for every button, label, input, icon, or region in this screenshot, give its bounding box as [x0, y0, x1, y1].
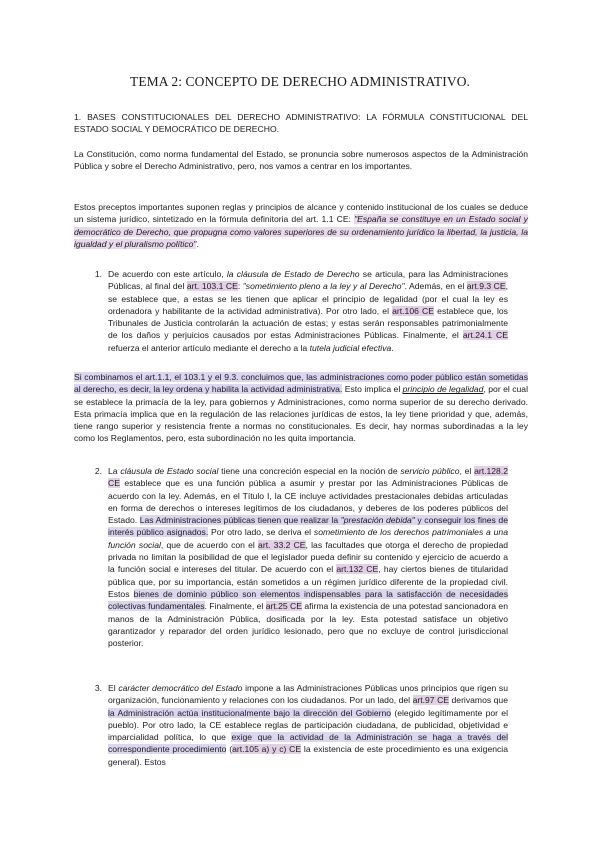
paragraph-text: . [196, 238, 199, 249]
section-heading: 1. BASES CONSTITUCIONALES DEL DERECHO ADMINISTRATIVO: LA FÓRMULA CONSTITUCIONAL DEL ESTADO SOCIAL Y DEMOCRÁTICO DE DERECHO. [74, 112, 528, 135]
list-text: , que de acuerdo con el [160, 539, 259, 550]
emphasis-text: servicio público [400, 466, 460, 476]
highlighted-text: la Administración actúa institucionalmente bajo la dirección del Gobierno [108, 707, 392, 718]
underlined-term: principio de legalidad [402, 384, 484, 395]
highlighted-text: Las Administraciones públicas tienen que realizar la [139, 515, 341, 526]
list-text: De acuerdo con este artículo, [108, 269, 227, 279]
article-reference: art.105 a) y c) CE [232, 744, 302, 755]
list-text: establece que es una función pública a asumir y prestar por las Administraciones Públicas de acuerdo con la ley. Además, en el Título I, la CE incluye actividades prestacionales debidas articuladas en forma de derechos o intereses legítimos de los ciudadanos, y deberes de los poderes públicos del Estado. [108, 478, 508, 526]
principles-paragraph [74, 201, 528, 250]
list-text: se articula, para las Administraciones Públicas, al final del [108, 269, 508, 292]
article-reference: art. 103.1 CE [186, 281, 238, 292]
list-item-democratico [108, 682, 508, 768]
article-reference: art.97 CE [412, 695, 450, 706]
list-text: afirma la existencia de una potestad sancionadora en manos de la Administración Pública, dosificada por la ley. Esta potestad satisface un objetivo garantizador y reparador del orden jurídico lesionado, pero que no excluye de control jurisdiccional posterior. [108, 601, 508, 649]
list-text: . [391, 342, 394, 353]
emphasis-text: cláusula de Estado social [120, 466, 219, 476]
quote-text: "sometimiento pleno a la ley y al Derecho" [242, 281, 405, 292]
list-text: : [237, 281, 243, 292]
article-reference: art.128.2 CE [108, 466, 508, 489]
list-number: 3. [94, 683, 102, 693]
paragraph-text: , por el cual se establece la primacía de la ley, para gobiernos y Administraciones, como norma superior de su derecho derivado. Esta primacía implica que en la regulación de las relaciones jurídicas de estos, la ley tiene prioridad y que, además, tiene rango superior y resistencia frente a normas no constitucionales. Es decir, hay normas subordinadas a la ley como los Reglamentos, pero, esta subordinación no les quita importancia. [74, 384, 528, 444]
list-text: establece que, los Tribunales de Justicia controlarán la actuación de estas; y estas serán responsables patrimonialmente de los daños y perjuicios causados por estas Administraciones Públicas. Finalmente, el [108, 305, 508, 341]
article-reference: art.106 CE [392, 305, 434, 316]
list-text: tiene una concreción especial en la noción de [218, 466, 401, 476]
article-reference: art.132 CE [336, 564, 379, 575]
list-text: la existencia de este procedimiento es una exigencia general). Estos [108, 744, 509, 767]
emphasis-text: carácter democrático del Estado [118, 683, 243, 693]
paragraph-text: Estos preceptos importantes suponen reglas y principios de alcance y contenido institucional de los cuales se deduce un sistema jurídico, sintetizado en la fórmula definitoria del art. 1.1 CE: [74, 202, 528, 225]
list-item-estado-de-derecho [108, 268, 508, 354]
list-text: , el [459, 466, 475, 476]
article-reference: art. 33.2 CE [258, 539, 306, 550]
list-text: Por otro lado, se deriva el [208, 527, 314, 538]
emphasis-text: la cláusula de Estado de Derecho [226, 269, 360, 279]
list-text: refuerza el anterior artículo mediante el derecho a la [108, 342, 310, 353]
highlighted-text: exige que la actividad de la Administración se haga a través del correspondiente procedimiento [108, 732, 509, 755]
list-text: . Además, en el [404, 281, 467, 292]
list-text: , se establece que, a estas se les tienen que aplicar el principio de legalidad (por el cual la ley es ordenadora y habilitante de la actividad administrativa). Por otro lado, el [108, 281, 508, 316]
article-reference: art.24.1 CE [462, 330, 508, 341]
highlighted-text: bienes de dominio público son elementos indispensables para la satisfacción de necesidades colectivas fundamentales [108, 588, 508, 612]
list-item-estado-social [108, 465, 508, 649]
list-text: impone a las Administraciones Públicas unos principios que rigen su organización, funcionamiento y relaciones con los ciudadanos. Por un lado, del [108, 683, 508, 706]
list-text: La [108, 466, 121, 476]
emphasis-text: tutela judicial efectiva [309, 342, 392, 353]
list-number: 1. [94, 269, 102, 279]
list-text: El [108, 683, 119, 693]
highlighted-text: Si combinamos el art.1.1, el 103.1 y el 9.3. concluimos que, las administraciones como poder público están sometidas al derecho, es decir, la ley ordena y habilita la actividad administrativa. [74, 372, 528, 395]
list-text: (elegido legítimamente por el pueblo). Por otro lado, la CE establece reglas de participación ciudadana, de publicidad, objetividad e imparcialidad política, lo que [108, 707, 508, 743]
highlighted-quote: "prestación debida" [340, 515, 415, 526]
article-reference: art.9.3 CE [466, 281, 506, 292]
list-text: derivamos que [449, 695, 508, 706]
legality-paragraph [74, 371, 528, 445]
list-text: , hay ciertos bienes de titularidad pública que, por su importancia, están sometidos a un régimen jurídico diferente de la propiedad civil. Estos [108, 564, 508, 599]
list-text: . Finalmente, el [204, 601, 266, 612]
list-text: , las facultades que otorga el derecho de propiedad privada no limitan la posibilidad de que el legislador pueda definir su contenido y ejercicio de acuerdo a la función social e intereses del titular. De acuerdo con el [108, 539, 508, 575]
emphasis-text: sometimiento de los derechos patrimoniales a una función social [108, 527, 508, 550]
paragraph-text: Esto implica el [342, 384, 403, 395]
highlighted-text: y conseguir los fines de interés público asignados. [108, 515, 508, 538]
constitution-quote: "España se constituye en un Estado social y democrático de Derecho, que propugna como valores superiores de su ordenamiento jurídico la libertad, la justicia, la igualdad y el pluralismo político" [74, 214, 528, 249]
article-reference: art.25 CE [265, 601, 302, 612]
intro-paragraph: La Constitución, como norma fundamental del Estado, se pronuncia sobre numerosos aspectos de la Administración Pública y sobre el Derecho Administrativo, pero, nos vamos a centrar en los importantes. [74, 149, 528, 172]
list-text: ( [226, 744, 233, 755]
document-title: TEMA 2: CONCEPTO DE DERECHO ADMINISTRATIVO. [129, 74, 471, 89]
list-number: 2. [94, 466, 102, 476]
